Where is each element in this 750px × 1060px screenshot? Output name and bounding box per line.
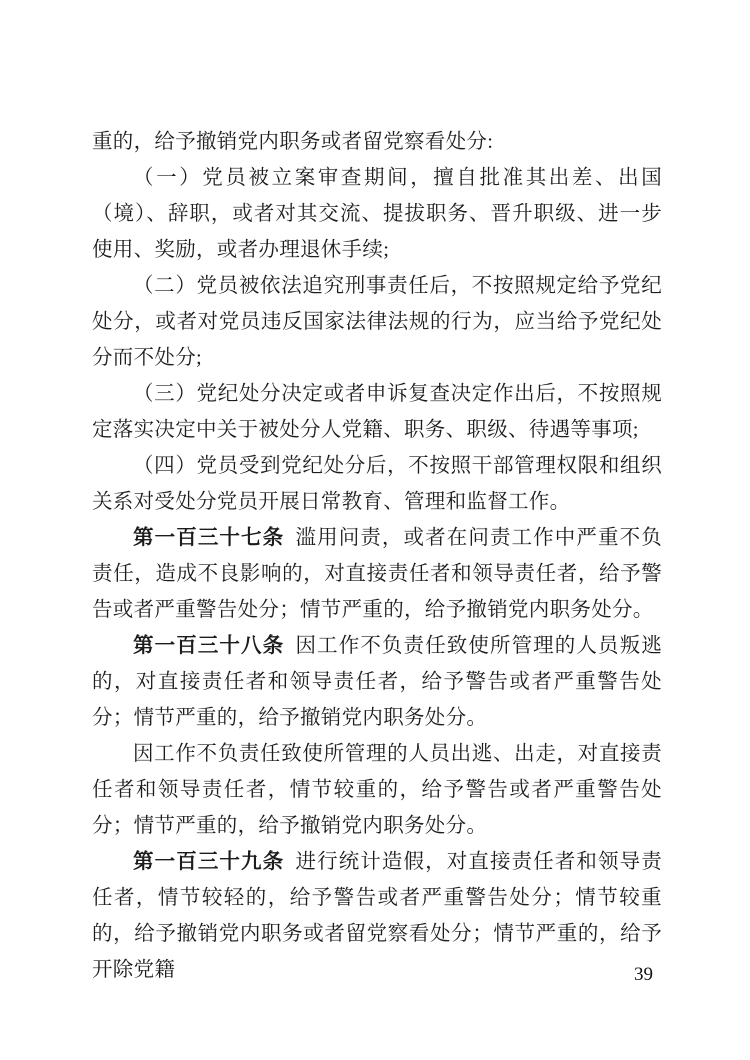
paragraph bbox=[92, 376, 662, 448]
paragraph bbox=[92, 124, 662, 160]
paragraph bbox=[92, 736, 662, 844]
paragraph-text: （二）党员被依法追究刑事责任后，不按照规定给予党纪处分，或者对党员违反国家法律法规的行为，应当给予党纪处分而不处分; bbox=[92, 275, 662, 369]
paragraph bbox=[92, 844, 662, 988]
page-number: 39 bbox=[634, 964, 653, 985]
paragraph-text: 进行统计造假，对直接责任者和领导责任者，情节较轻的，给予警告或者严重警告处分；情节较重的，给予撤销党内职务或者留党察看处分；情节严重的，给予开除党籍 bbox=[92, 851, 662, 981]
article-number: 第一百三十九条 bbox=[133, 851, 285, 873]
paragraph bbox=[92, 448, 662, 520]
paragraph-text: （一）党员被立案审查期间，擅自批准其出差、出国（境）、辞职，或者对其交流、提拔职务、晋升职级、进一步使用、奖励，或者办理退休手续; bbox=[92, 167, 662, 261]
paragraph bbox=[92, 268, 662, 376]
paragraph-text: 重的，给予撤销党内职务或者留党察看处分: bbox=[92, 131, 494, 153]
article-number: 第一百三十八条 bbox=[133, 635, 285, 657]
paragraph-text: 滥用问责，或者在问责工作中严重不负责任，造成不良影响的，对直接责任者和领导责任者，给予警告或者严重警告处分；情节严重的，给予撤销党内职务处分。 bbox=[92, 527, 662, 621]
paragraph bbox=[92, 520, 662, 628]
document-body bbox=[92, 124, 662, 988]
paragraph bbox=[92, 160, 662, 268]
paragraph-text: 因工作不负责任致使所管理的人员出逃、出走，对直接责任者和领导责任者，情节较重的，给予警告或者严重警告处分；情节严重的，给予撤销党内职务处分。 bbox=[92, 743, 662, 837]
article-number: 第一百三十七条 bbox=[133, 527, 285, 549]
paragraph-text: （四）党员受到党纪处分后，不按照干部管理权限和组织关系对受处分党员开展日常教育、管理和监督工作。 bbox=[92, 455, 662, 513]
paragraph-text: 因工作不负责任致使所管理的人员叛逃的，对直接责任者和领导责任者，给予警告或者严重警告处分；情节严重的，给予撤销党内职务处分。 bbox=[92, 635, 662, 729]
paragraph-text: （三）党纪处分决定或者申诉复查决定作出后，不按照规定落实决定中关于被处分人党籍、职务、职级、待遇等事项; bbox=[92, 383, 662, 441]
paragraph bbox=[92, 628, 662, 736]
